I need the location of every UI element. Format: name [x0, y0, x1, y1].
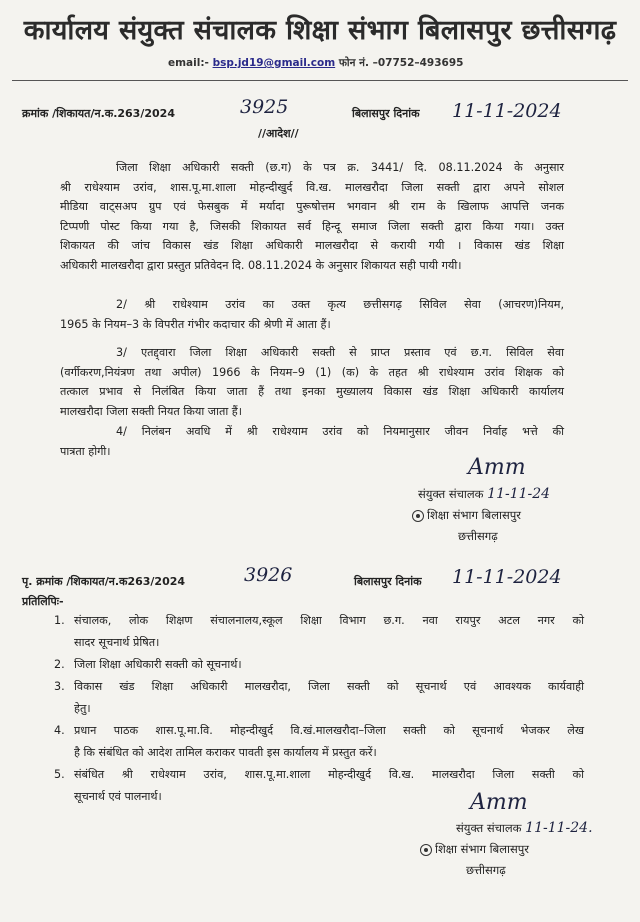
paragraph-line: पात्रता होगी।: [60, 444, 111, 458]
list-item-text: जिला शिक्षा अधिकारी सक्ती को सूचनार्थ।: [74, 658, 242, 671]
paragraph-line: 3/ एतद्द्वारा जिला शिक्षा अधिकारी सक्ती से प्राप्त प्रस्ताव एवं छ.ग. सिविल सेवा: [116, 346, 564, 359]
order-paragraph-1: [60, 158, 564, 275]
order-number-handwritten: 3925: [240, 96, 289, 118]
signature-designation-line: [418, 484, 550, 505]
copy-number-handwritten: 3926: [244, 564, 293, 586]
list-item: [44, 676, 584, 720]
paragraph-line: 4/ निलंबन अवधि में श्री राधेश्याम उरांव को नियमानुसार जीवन निर्वाह भत्ते की: [116, 425, 564, 438]
signature-block-1: [418, 484, 550, 547]
copy-list: [44, 610, 584, 808]
order-date-handwritten: 11-11-2024: [452, 100, 562, 122]
list-item-number: 5.: [54, 768, 65, 781]
list-item-number: 4.: [54, 724, 65, 737]
paragraph-line: शिकायत की जांच विकास खंड शिक्षा अधिकारी मालखरौदा से करायी गयी । विकास खंड शिक्षा: [60, 239, 564, 252]
signature-office: शिक्षा संभाग बिलासपुर: [427, 508, 521, 522]
list-item-text: सूचनार्थ एवं पालनार्थ।: [74, 790, 162, 803]
list-item-text: संचालक, लोक शिक्षण संचालनालय,स्कूल शिक्षा विभाग छ.ग. नवा रायपुर अटल नगर को: [74, 614, 584, 627]
signature-block-2: [435, 818, 593, 881]
paragraph-line: श्री राधेश्याम उरांव, शास.पू.मा.शाला मोहन्दीखुर्द वि.ख. मालखरौदा जिला सक्ती द्वारा अपने सोशल: [60, 180, 564, 194]
signature-designation-line: [456, 818, 593, 839]
list-item: [44, 720, 584, 764]
paragraph-line: मालखरौदा जिला सक्ती नियत किया जाता हैं।: [60, 404, 242, 418]
paragraph-line: 1965 के नियम–3 के विपरीत गंभीर कदाचार की श्रेणी में आता हैं।: [60, 317, 331, 331]
paragraph-line: (वर्गीकरण,नियंत्रण तथा अपील) 1966 के नियम–9 (1) (क) के तहत श्री राधेश्याम उरांव शिक्षक को: [60, 365, 564, 379]
list-item-text: है कि संबंधित को आदेश तामिल कराकर पावती इस कार्यालय में प्रस्तुत करें।: [74, 746, 377, 759]
contact-line: [168, 56, 463, 70]
signature-scrawl: Amm: [470, 790, 528, 815]
office-heading: कार्यालय संयुक्त संचालक शिक्षा संभाग बिलासपुर छत्तीसगढ़: [23, 15, 617, 46]
order-reference: क्रमांक /शिकायत/न.क.263/2024: [22, 107, 175, 120]
list-item-number: 2.: [54, 658, 65, 671]
phone-number: फोन नं. –07752–493695: [338, 57, 464, 69]
signature-designation: संयुक्त संचालक: [456, 821, 522, 835]
copy-date-handwritten: 11-11-2024: [452, 566, 562, 588]
list-item-text: संबंधित श्री राधेश्याम उरांव, शास.पू.मा.शाला मोहन्दीखुर्द वि.ख. मालखरौदा जिला सक्ती को: [74, 768, 584, 781]
list-item: [44, 610, 584, 654]
header-divider: [12, 80, 628, 81]
list-item-text: सादर सूचनार्थ प्रेषित।: [74, 636, 160, 649]
order-place-date-label: बिलासपुर दिनांक: [352, 107, 420, 120]
copy-heading: प्रतिलिपिः-: [22, 595, 64, 608]
list-item-number: 1.: [54, 614, 65, 627]
signature-office: शिक्षा संभाग बिलासपुर: [435, 842, 529, 856]
email-label: email:-: [168, 57, 209, 69]
order-title: //आदेश//: [258, 127, 299, 140]
signature-state: छत्तीसगढ़: [458, 529, 498, 543]
email-address: bsp.jd19@gmail.com: [212, 57, 336, 69]
signature-office-line: [420, 839, 593, 860]
list-item-text: हेतु।: [74, 702, 91, 715]
paragraph-line: अधिकारी मालखरौदा द्वारा प्रस्तुत प्रतिवेदन दि. 08.11.2024 के अनुसार शिकायत सही पायी गयी।: [60, 258, 462, 272]
signature-scrawl: Amm: [468, 455, 526, 480]
order-paragraph-2: [60, 295, 564, 334]
seal-icon: [420, 844, 432, 856]
signature-date-handwritten: 11-11-24: [487, 486, 551, 502]
paragraph-line: मीडिया वाट्सअप ग्रुप एवं फेसबुक में मर्यादा पुरूषोत्तम भगवान श्री राम के खिलाफ आपत्ति जनक: [60, 200, 564, 213]
list-item: [44, 654, 584, 676]
order-paragraph-3: [60, 343, 564, 421]
list-item-text: प्रधान पाठक शास.पू.मा.वि. मोहन्दीखुर्द वि.खं.मालखरौदा–जिला सक्ती को सूचनार्थ भेजकर लेख: [74, 724, 584, 737]
list-item-number: 3.: [54, 680, 65, 693]
signature-state: छत्तीसगढ़: [466, 863, 506, 877]
paragraph-line: तत्काल प्रभाव से निलंबित किया जाता हैं तथा इनका मुख्यालय विकास खंड शिक्षा अधिकारी कार्यालय: [60, 385, 564, 398]
copy-place-date-label: बिलासपुर दिनांक: [354, 575, 422, 588]
signature-office-line: [412, 505, 550, 526]
signature-date-handwritten: 11-11-24.: [525, 820, 593, 836]
signature-designation: संयुक्त संचालक: [418, 487, 484, 501]
paragraph-line: टिप्पणी पोस्ट किया गया है, जिसकी शिकायत सर्व हिन्दू समाज जिला सक्ती द्वारा किया गया। उक्त: [60, 219, 564, 233]
paragraph-line: 2/ श्री राधेश्याम उरांव का उक्त कृत्य छत्तीसगढ़ सिविल सेवा (आचरण)नियम,: [116, 298, 564, 311]
list-item-text: विकास खंड शिक्षा अधिकारी मालखरौदा, जिला सक्ती को सूचनार्थ एवं आवश्यक कार्यवाही: [74, 680, 584, 693]
paragraph-line: जिला शिक्षा अधिकारी सक्ती (छ.ग) के पत्र क्र. 3441/ दि. 08.11.2024 के अनुसार: [116, 161, 564, 174]
copy-reference: पृ. क्रमांक /शिकायत/न.क263/2024: [22, 575, 186, 588]
seal-icon: [412, 510, 424, 522]
